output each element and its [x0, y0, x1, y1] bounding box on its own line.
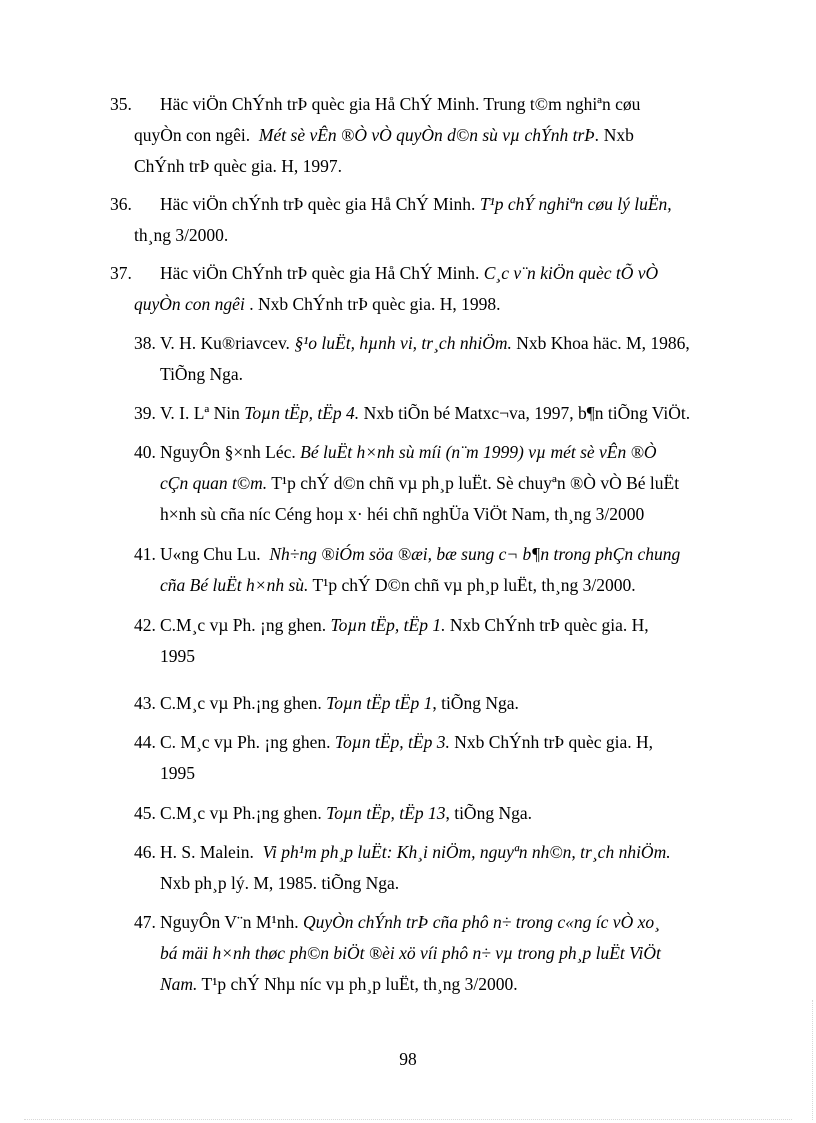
reference-38: 38. V. H. Ku®riavcev. §¹o luËt, hµnh vi, tr¸ch nhiÖm. Nxb Khoa häc. M, 1986, TiÕng Nga.	[134, 328, 744, 390]
reference-40: 40. NguyÔn §×nh Léc. Bé luËt h×nh sù míi (n¨m 1999) vµ mét sè vÊn ®Ò cÇn quan t©m. T¹p chÝ d©n chñ vµ ph¸p luËt. Sè chuyªn ®Ò vÒ Bé luËt h×nh sù cña níc Céng hoµ x· héi chñ nghÜa ViÖt Nam, th¸ng 3/2000	[134, 437, 744, 530]
reference-number: 45.	[134, 803, 156, 823]
reference-44: 44. C. M¸c vµ Ph. ¡ng ghen. Toµn tËp, tËp 3. Nxb ChÝnh trÞ quèc gia. H, 1995	[134, 727, 744, 789]
reference-number: 37.	[110, 263, 132, 283]
page-edge-divider	[24, 1119, 792, 1120]
reference-number: 42.	[134, 615, 156, 635]
reference-number: 40.	[134, 442, 156, 462]
page-number: 98	[399, 1049, 417, 1069]
reference-number: 39.	[134, 403, 156, 423]
reference-46: 46. H. S. Malein. Vi ph¹m ph¸p luËt: Kh¸i niÖm, nguyªn nh©n, tr¸ch nhiÖm. Nxb ph¸p lý. M, 1985. tiÕng Nga.	[134, 837, 744, 899]
reference-number: 35.	[110, 94, 132, 114]
page-edge-divider-vertical	[812, 1000, 813, 1120]
reference-37: 37. Häc viÖn ChÝnh trÞ quèc gia Hå ChÝ Minh. C¸c v¨n kiÖn quèc tÕ vÒ quyÒn con ngêi . Nxb ChÝnh trÞ quèc gia. H, 1998.	[110, 258, 740, 320]
reference-47: 47. NguyÔn V¨n M¹nh. QuyÒn chÝnh trÞ cña phô n÷ trong c«ng íc vÒ xo¸ bá mäi h×nh thøc ph©n biÖt ®èi xö víi phô n÷ vµ trong ph¸p luËt ViÖt Nam. T¹p chÝ Nhµ níc vµ ph¸p luËt, th¸ng 3/2000.	[134, 907, 744, 1000]
reference-42: 42. C.M¸c vµ Ph. ¡ng ghen. Toµn tËp, tËp 1. Nxb ChÝnh trÞ quèc gia. H, 1995	[134, 610, 744, 672]
reference-number: 43.	[134, 693, 156, 713]
reference-number: 41.	[134, 544, 156, 564]
reference-39: 39. V. I. Lª Nin Toµn tËp, tËp 4. Nxb tiÕn bé Matxc¬va, 1997, b¶n tiÕng ViÖt.	[134, 398, 744, 429]
reference-number: 46.	[134, 842, 156, 862]
reference-43: 43. C.M¸c vµ Ph.¡ng ghen. Toµn tËp tËp 1, tiÕng Nga.	[134, 688, 744, 719]
reference-number: 44.	[134, 732, 156, 752]
reference-number: 47.	[134, 912, 156, 932]
reference-number: 36.	[110, 194, 132, 214]
reference-35: 35. Häc viÖn ChÝnh trÞ quèc gia Hå ChÝ Minh. Trung t©m nghiªn cøu quyÒn con ngêi. Mét sè vÊn ®Ò vÒ quyÒn d©n sù vµ chÝnh trÞ. Nxb ChÝnh trÞ quèc gia. H, 1997.	[110, 89, 740, 182]
reference-41: 41. U«ng Chu Lu. Nh÷ng ®iÓm söa ®æi, bæ sung c¬ b¶n trong phÇn chung cña Bé luËt h×nh sù. T¹p chÝ D©n chñ vµ ph¸p luËt, th¸ng 3/2000.	[134, 539, 744, 601]
reference-45: 45. C.M¸c vµ Ph.¡ng ghen. Toµn tËp, tËp 13, tiÕng Nga.	[134, 798, 744, 829]
reference-36: 36. Häc viÖn chÝnh trÞ quèc gia Hå ChÝ Minh. T¹p chÝ nghiªn cøu lý luËn, th¸ng 3/2000.	[110, 189, 740, 251]
reference-number: 38.	[134, 333, 156, 353]
